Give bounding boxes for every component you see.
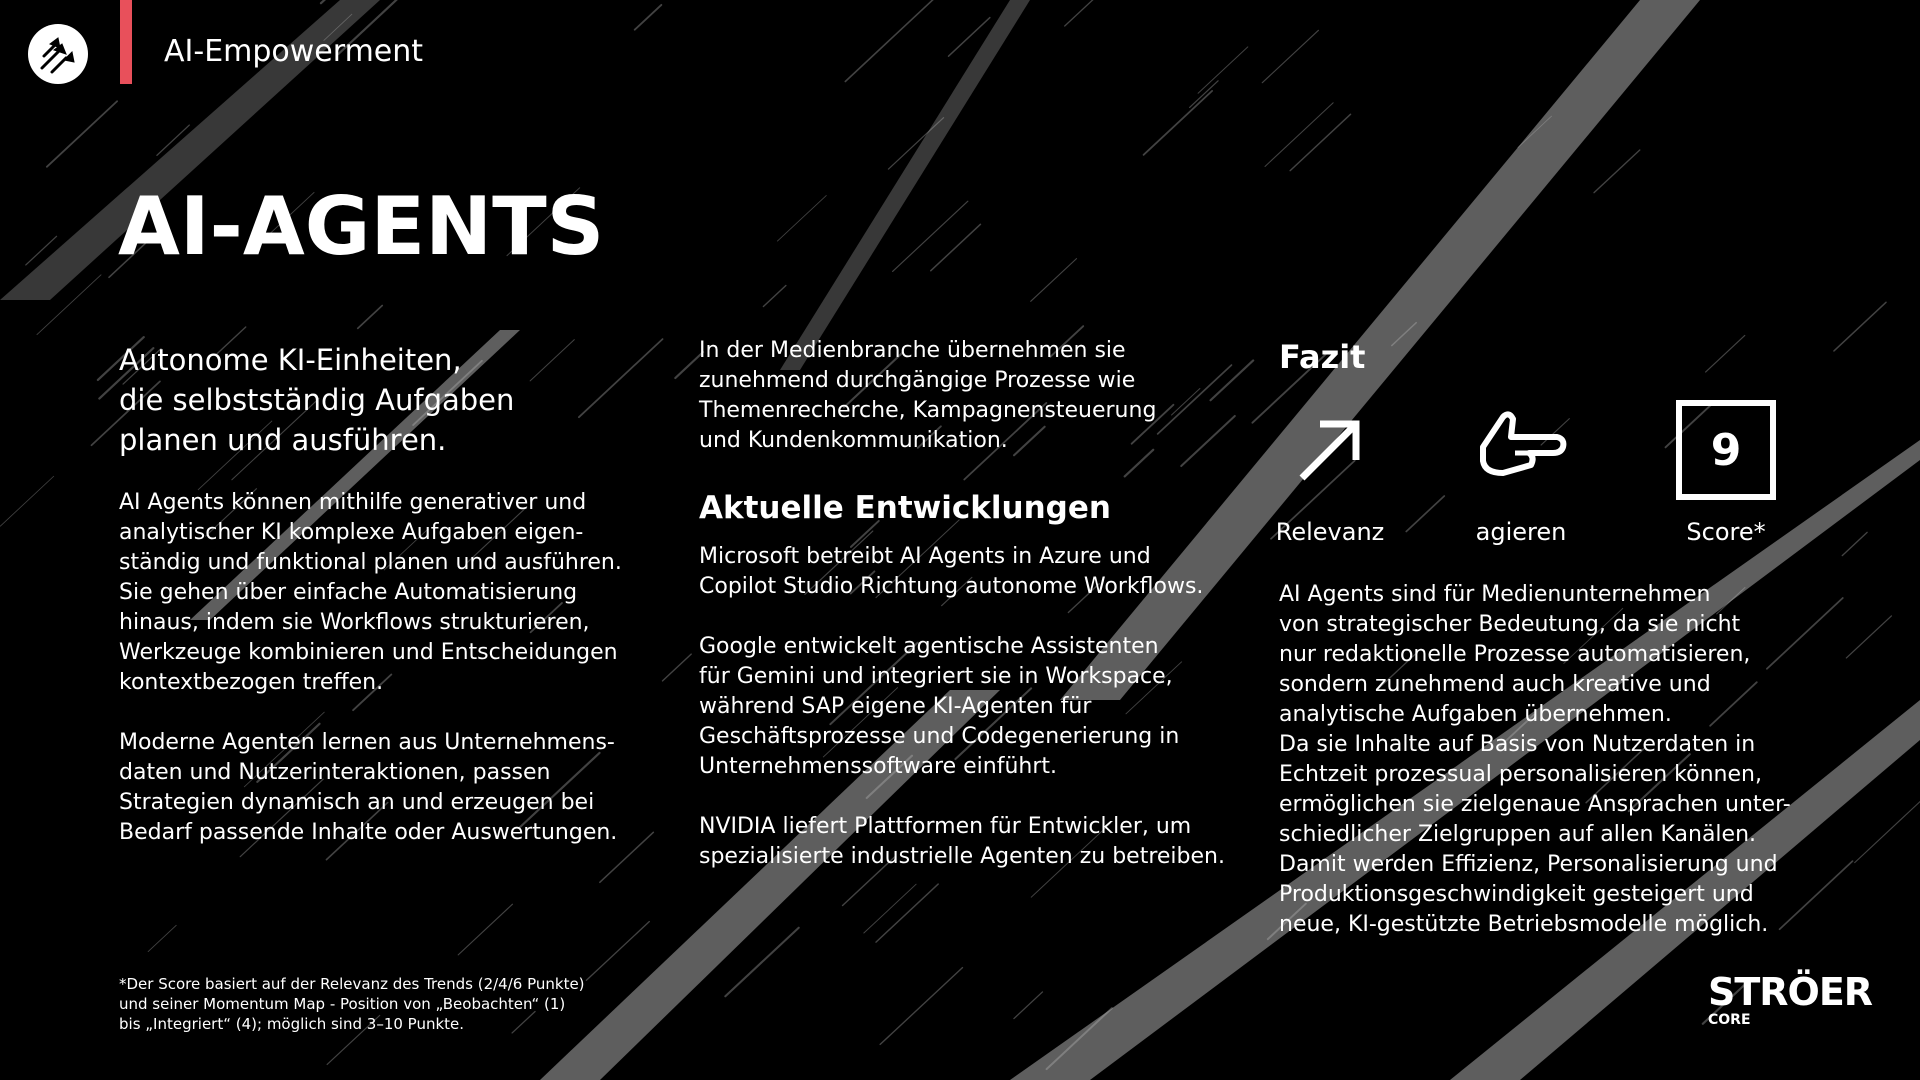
action-label: agieren [1475, 518, 1567, 546]
arrow-up-right-icon [1290, 410, 1370, 490]
brand-sub: CORE [1708, 1012, 1751, 1028]
header-title: AI-Empowerment [164, 34, 424, 69]
nvidia-paragraph: NVIDIA liefert Plattformen für Entwickler, um spezialisierte industrielle Agenten zu betreiben. [699, 814, 1225, 869]
relevance-label: Relevanz [1275, 518, 1385, 546]
microsoft-paragraph: Microsoft betreibt AI Agents in Azure und Copilot Studio Richtung autonome Workflows. [699, 544, 1204, 599]
google-paragraph: Google entwickelt agentische Assistenten für Gemini und integriert sie in Workspace, während SAP eigene KI-Agenten für Geschäftsprozesse und Codegenerierung in Unternehmenssoftware einführt. [699, 634, 1180, 779]
relevance-indicator [1260, 400, 1400, 550]
score-label: Score* [1686, 518, 1766, 546]
description-paragraph-1: AI Agents können mithilfe generativer und analytischer KI komplexe Aufgaben eigen- ständig und funktional planen und ausführen. Sie gehen über einfache Automatisierung hinaus, indem sie Workflows strukturieren, Werkzeuge kombinieren und Entscheidungen kontextbezogen treffen. [119, 490, 622, 695]
brand-logo [1708, 972, 1878, 1028]
pointing-hand-icon [1473, 407, 1569, 493]
brand-name: STRÖER [1708, 970, 1873, 1014]
action-indicator [1451, 400, 1591, 550]
page-title: AI-AGENTS [118, 180, 605, 273]
accent-bar [120, 0, 132, 84]
lead-text: Autonome KI-Einheiten, die selbstständig Aufgaben planen und ausführen. [119, 343, 515, 457]
description-paragraph-2: Moderne Agenten lernen aus Unternehmens- daten und Nutzerinteraktionen, passen Strategien dynamisch an und erzeugen bei Bedarf passende Inhalte oder Auswertungen. [119, 730, 618, 845]
media-intro-paragraph: In der Medienbranche übernehmen sie zunehmend durchgängige Prozesse wie Themenrecherche, Kampagnensteuerung und Kundenkommunikation. [699, 338, 1157, 453]
fazit-heading: Fazit [1279, 338, 1366, 376]
score-value: 9 [1676, 400, 1776, 500]
score-indicator [1656, 400, 1796, 550]
rocket-arrows-icon [36, 32, 80, 76]
logo-badge [28, 24, 88, 84]
score-footnote: *Der Score basiert auf der Relevanz des Trends (2/4/6 Punkte) und seiner Momentum Map - Position von „Beobachten“ (1) bis „Integriert“ (4); möglich sind 3–10 Punkte. [119, 975, 585, 1033]
developments-heading: Aktuelle Entwicklungen [699, 490, 1111, 526]
fazit-text: AI Agents sind für Medienunternehmen von strategischer Bedeutung, da sie nicht nur redaktionelle Prozesse automatisieren, sondern zunehmend auch kreative und analytische Aufgaben übernehmen. Da sie Inhalte auf Basis von Nutzerdaten in Echtzeit prozessual personalisieren können, ermöglichen sie zielgenaue Ansprachen unter- schiedlicher Zielgruppen auf allen Kanälen. Damit werden Effizienz, Personalisierung und Produktionsgeschwindigkeit gesteigert und neue, KI-gestützte Betriebsmodelle möglich. [1279, 582, 1791, 937]
